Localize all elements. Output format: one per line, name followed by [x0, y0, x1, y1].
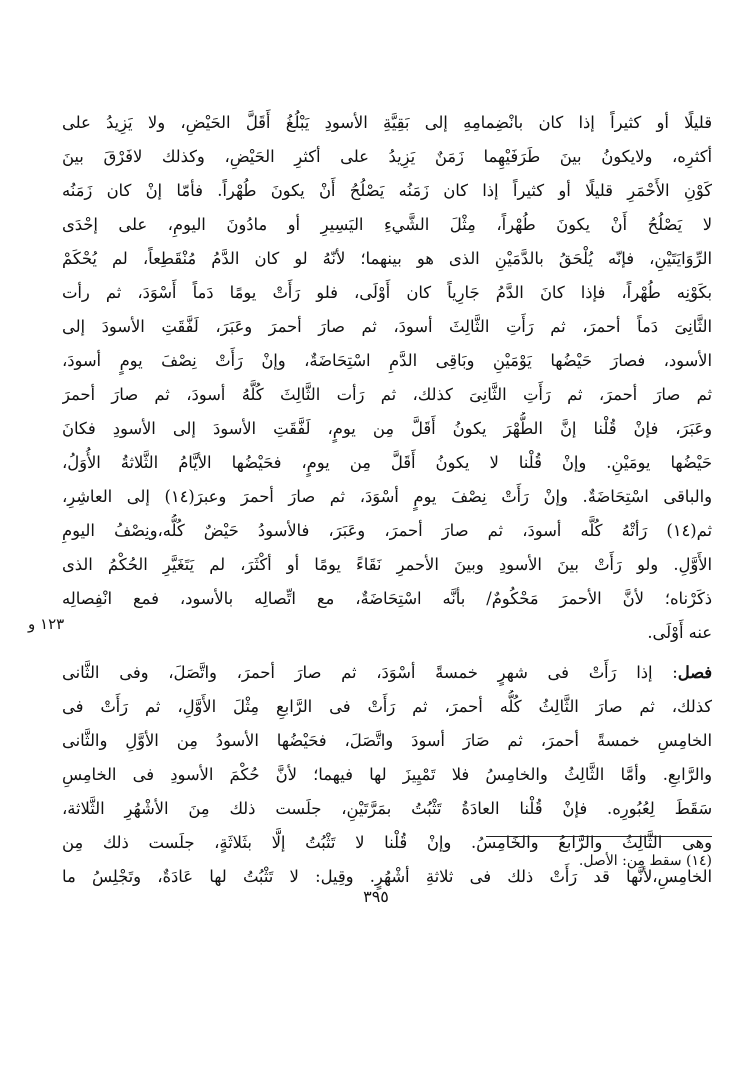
text-line: أكثرِه، ولايكونُ بينَ طَرَفَيْهِما زَمَنٌ يَزِيدُ على أكثرِ الحَيْضِ، وكذلك لافَرْقَ بينَ	[62, 147, 712, 166]
text-line: الخامِسِ خمسةً أحمرَ، ثم صَارَ أسودَ واتَّصَلَ، فحَيْضُها الأسودُ مِن الأوَّلِ والثَّانى	[62, 731, 712, 750]
footnote: (١٤) سقط من: الأصل.	[578, 853, 712, 869]
text-line-with-heading	[62, 656, 712, 690]
paragraph-one	[62, 106, 712, 650]
text-line: وعَبَرَ، فإنْ قُلْنا إنَّ الطُّهْرَ يكونُ أَقَلَّ مِن يومٍ، لَفَّقَتِ الأسودَ إلى الأسودِ فكانَ	[62, 419, 712, 438]
text-line: وهى الثَّالِثُ والرَّابعُ والخَامِسُ. وإنْ قُلْنا لا تَثْبُتُ إلَّا بثَلاثَةٍ، جلَست ذلك مِن	[62, 833, 712, 852]
main-text	[62, 106, 712, 894]
text-line: كَوْنِ الأَحْمَرِ قليلًا أو كثيراً إذا كان زَمَنُه يَصْلُحُ أَنْ يكونَ طُهْراً. فأمّا إنْ كان زَمَنُه	[62, 181, 712, 200]
footnote-divider	[486, 836, 712, 837]
text-line: الخامِسِ،لأنَّها قد رَأَتْ ذلك فى ثلاثةِ أشْهُرٍ. وقِيل: لا تَثْبُتُ لها عَادَةٌ، وتَجْلِسُ ما	[62, 867, 712, 886]
text-line: سَقَطَ لِعُبُورِه. فإنْ قُلْنا العادَةُ تَثْبُتُ بمَرَّتَيْنِ، جلَست ذلك مِنَ الأشْهُرِ الثَّلاثة،	[62, 799, 712, 818]
text-line: والباقى اسْتِحَاضَةٌ. وإنْ رَأَتْ نِصْفَ يومٍ أسْوَدَ، ثم صارَ أحمرَ وعبرَ(١٤) إلى العاشِرِ،	[62, 487, 712, 506]
text-line: ثم(١٤) رَأتْهُ كُلَّه أسودَ، ثم صارَ أحمرَ، وعَبَرَ، فالأسودُ حَيْضٌ كُلُّه،ونِصْفُ اليومِ	[62, 521, 712, 540]
text-line: ذكَرْناه؛ لأنَّ الأحمرَ مَحْكُومٌ/ بأنَّه اسْتِحَاضَةٌ، مع اتِّصالِه بالأسود، فمع انْفِصالِه	[62, 589, 712, 608]
text-line: ثم صارَ أحمرَ، ثم رَأَتِ الثَّانِىَ كذلك، ثم رَأت الثَّالِثَ كُلَّهُ أسودَ، ثم صارَ أحمرَ	[62, 385, 712, 404]
text-line: كذلك، ثم صارَ الثَّالِثُ كُلُّه أحمرَ، ثم رَأَتْ فى الرَّابعِ مِثْلَ الأَوَّلِ، ثم رَأَتْ فى	[62, 697, 712, 716]
text-line: الأسود، فصارَ حَيْضُها يَوْمَيْنِ وبَاقِى الدَّمِ اسْتِحَاضَةٌ، وإنْ رَأَتْ نِصْفَ يومٍ أسودَ،	[62, 351, 712, 370]
text-line: والرَّابعِ. وأمَّا الثَّالِثُ والخامِسُ فلا تَمْيِيزَ لها فيهما؛ لأنَّ حُكْمَ الأسودِ فى الخامِسِ	[62, 765, 712, 784]
margin-folio-note: ١٢٣ و	[28, 615, 65, 633]
text-line: الثَّانِىَ دَماً أحمرَ، ثم رَأَتِ الثَّالِثَ أسودَ، ثم صارَ أحمرَ وعَبَرَ، لَفَّقَتِ الأسودَ إلى	[62, 317, 712, 336]
text-line: لا يَصْلُحُ أَنْ يكونَ طُهْراً، مِثْلَ الشَّيءِ اليَسِيرِ أو مادُونَ اليومِ، على إحْدَى	[62, 215, 712, 234]
section-heading: فصل	[677, 663, 712, 682]
text-line: الرِّوَايَتَيْنِ، فإنّه يُلْحَقُ بالدَّمَيْنِ الذى هو بينهما؛ لأنّهُ لو كان الدَّمُ مُنْقَطِعاً، لم يُحْكَمْ	[62, 249, 712, 268]
text-line: عنه أَوْلَى.	[647, 623, 712, 642]
text-line: الأَوَّلِ. ولو رَأَتْ بينَ الأسودِ وبينَ الأحمرِ نَقَاءً يومًا أو أكْثَرَ، لم يَتَغَيَّرِ الحُكْمُ الذى	[62, 555, 712, 574]
page-number: ٣٩٥	[363, 887, 389, 906]
heading-line-text: : إذا رَأَتْ فى شهرٍ خمسةً أسْوَدَ، ثم صارَ أحمرَ، واتَّصَلَ، وفى الثَّانى	[62, 663, 678, 682]
text-line: حَيْضُها يومَيْنِ. وإنْ قُلْنا لا يكونُ أَقَلَّ مِن يومٍ، فحَيْضُها الأيَّامُ الثَّلاثةُ الأُوَلُ،	[62, 453, 712, 472]
text-line: بكَوْنِه طُهْراً، فإذا كانَ الدَّمُ جَارِياً كان أَوْلَى، فلو رَأَتْ يومًا دَماً أَسْوَدَ، ثم رأت	[62, 283, 712, 302]
text-line: قليلًا أو كثيراً إذا كان بانْضِمامِهِ إلى بَقِيَّةِ الأسودِ يَبْلُغُ أَقَلَّ الحَيْضِ، ولا يَزِيدُ على	[62, 113, 712, 132]
